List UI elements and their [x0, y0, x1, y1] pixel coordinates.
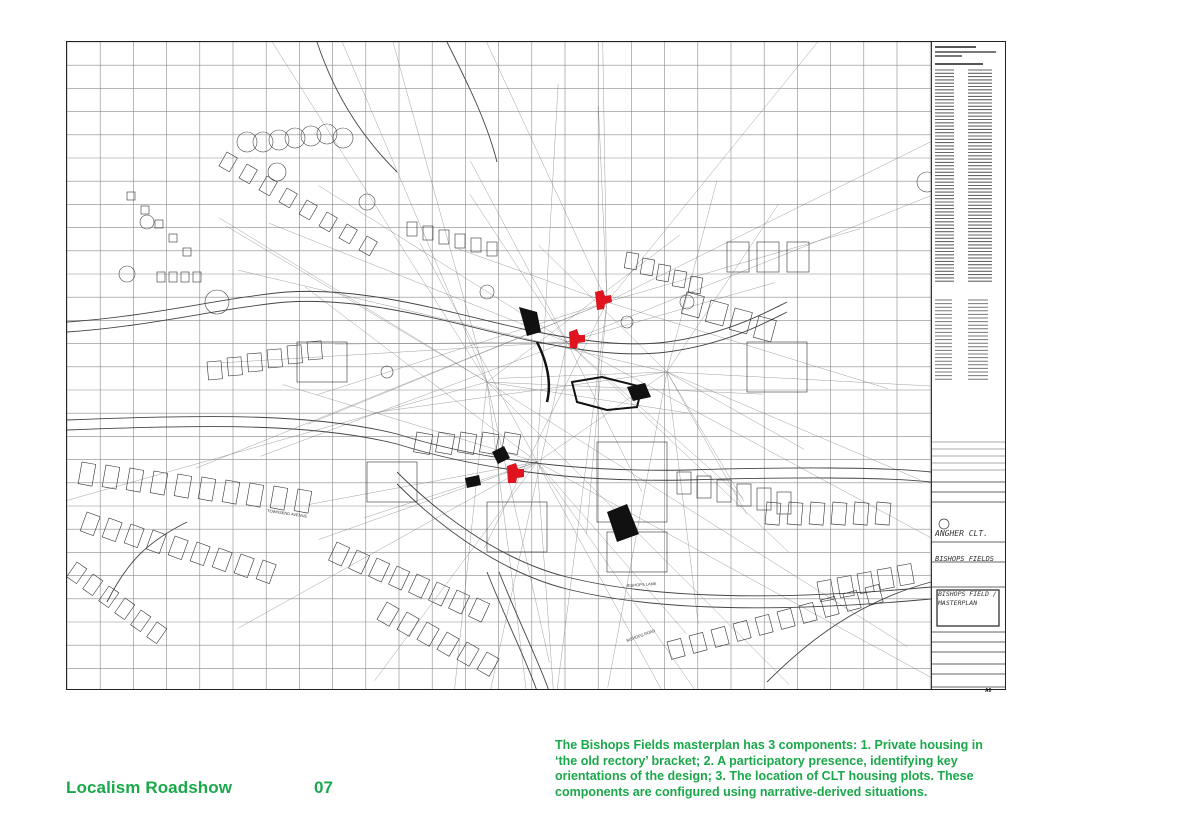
svg-text:TOWNSEND AVENUE: TOWNSEND AVENUE [266, 508, 308, 519]
page-number: 07 [314, 778, 333, 797]
site-plan [67, 42, 1006, 690]
svg-text:BISHOPS ROAD: BISHOPS ROAD [625, 627, 656, 643]
clt-plot-centre [569, 329, 585, 348]
handwritten-title: BISHOPS FIELDS [935, 555, 995, 563]
clt-plot-north [595, 290, 612, 310]
masterplan-drawing [66, 41, 1006, 690]
svg-text:BISHOPS LANE: BISHOPS LANE [626, 580, 657, 588]
clt-plot-south [507, 463, 524, 483]
footer-title: Localism Roadshow [66, 778, 233, 797]
handwritten-client: ANGHER CLT. [935, 529, 988, 538]
handwritten-note: BISHOPS FIELD / MASTERPLAN [938, 590, 997, 607]
caption-text: The Bishops Fields masterplan has 3 components: 1. Private housing in ‘the old rectory’ bracket; 2. A participatory presence, identifying key orientations of the design; 3. The location of CLT housing plots. These components are configured using narrative-derived situations. [555, 738, 983, 799]
drawing-title-block [931, 42, 1006, 689]
sheet-size-label: A0 [985, 688, 992, 694]
